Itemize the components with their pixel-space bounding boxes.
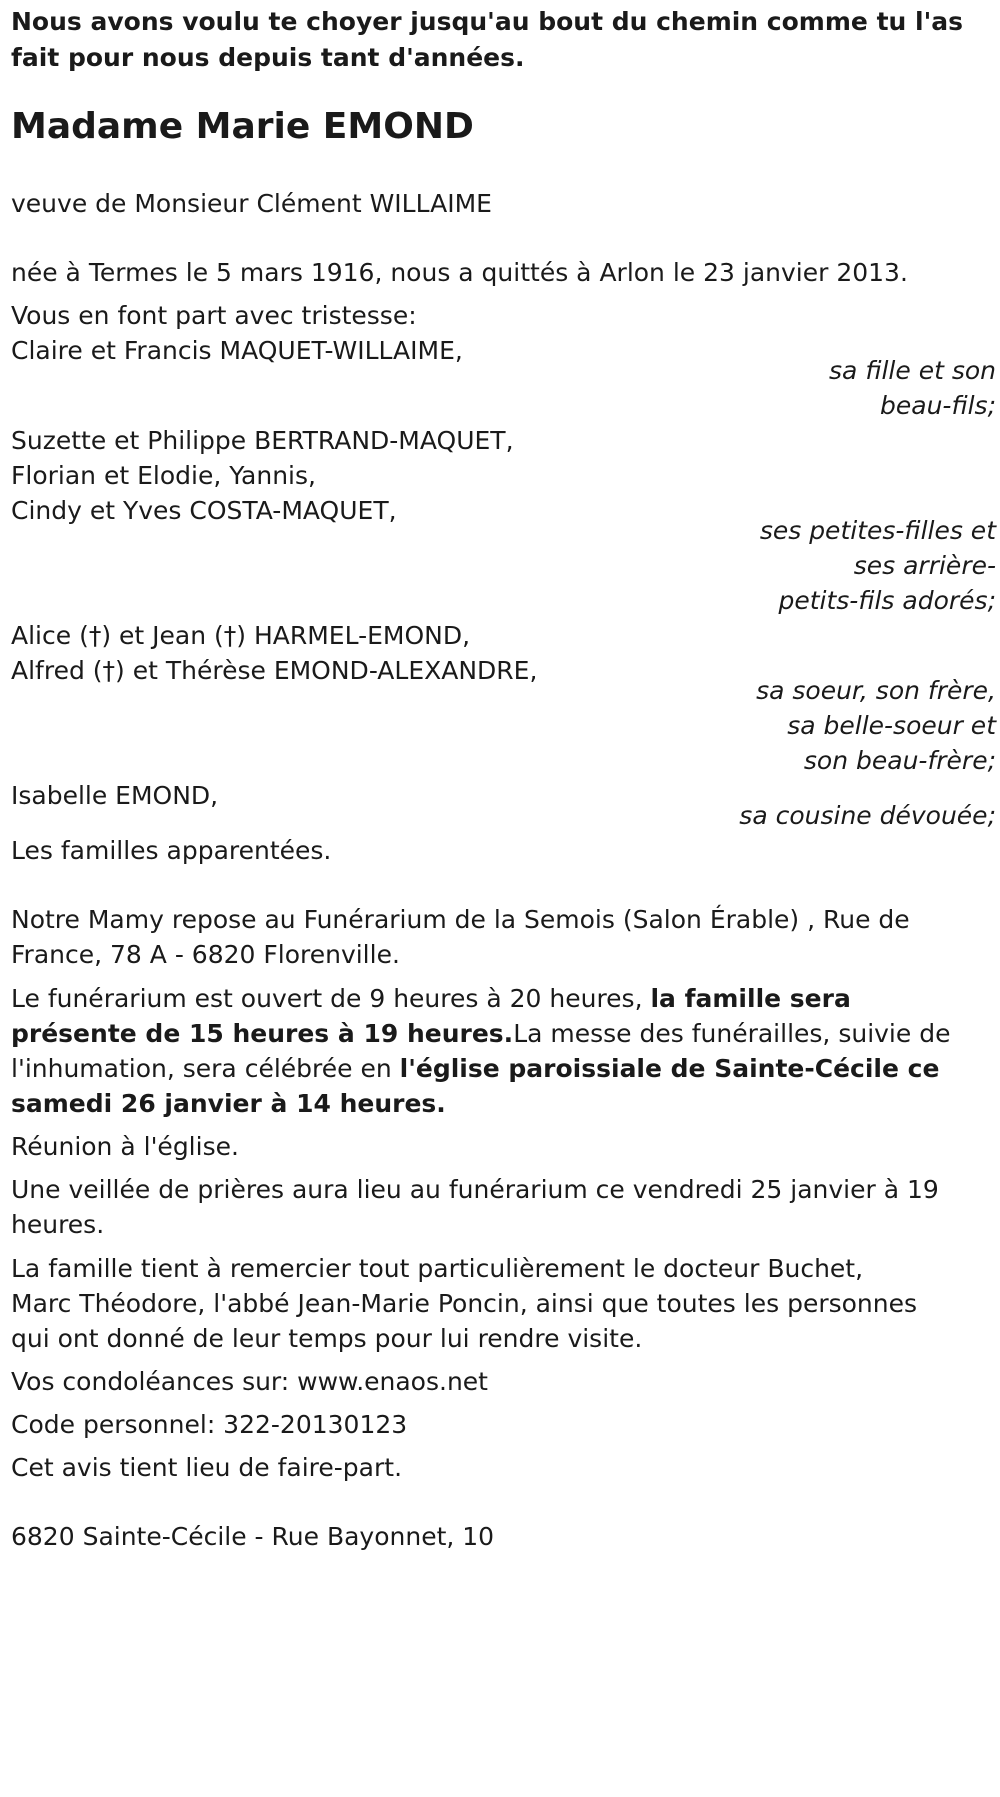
reunion-line: Réunion à l'église.: [11, 1132, 239, 1161]
sibling-line-1: Alice (†) et Jean (†) HARMEL-EMOND,: [11, 621, 471, 650]
cousin-line: Isabelle EMOND,: [11, 781, 219, 810]
widow-line: veuve de Monsieur Clément WILLAIME: [11, 189, 492, 218]
grandchildren-relation-2: ses arrière-: [853, 551, 996, 580]
daughter-relation-2: beau-fils;: [880, 391, 996, 420]
siblings-relation-2: sa belle-soeur et: [787, 711, 996, 740]
sibling-line-2: Alfred (†) et Thérèse EMOND-ALEXANDRE,: [11, 656, 538, 685]
hours-bold: la famille sera: [650, 984, 851, 1013]
daughter-relation-1: sa fille et son: [829, 356, 996, 385]
intro-line-2: fait pour nous depuis tant d'années.: [11, 43, 525, 72]
hours-line-4: samedi 26 janvier à 14 heures.: [11, 1089, 446, 1118]
hours-text: l'inhumation, sera célébrée en: [11, 1054, 400, 1083]
siblings-relation-3: son beau-frère;: [803, 746, 996, 775]
hours-bold: présente de 15 heures à 19 heures.: [11, 1019, 514, 1048]
announce-line: Vous en font part avec tristesse:: [11, 301, 417, 330]
intro-line-1: Nous avons voulu te choyer jusqu'au bout du chemin comme tu l'as: [11, 7, 963, 36]
deceased-name: Madame Marie EMOND: [11, 106, 474, 147]
rest-line-2: France, 78 A - 6820 Florenville.: [11, 940, 400, 969]
condolences-line: Vos condoléances sur: www.enaos.net: [11, 1367, 488, 1396]
thanks-line-1: La famille tient à remercier tout particulièrement le docteur Buchet,: [11, 1254, 864, 1283]
vigil-line-2: heures.: [11, 1210, 105, 1239]
address-line: 6820 Sainte-Cécile - Rue Bayonnet, 10: [11, 1522, 495, 1551]
siblings-relation-1: sa soeur, son frère,: [756, 676, 996, 705]
grandchild-line-3: Cindy et Yves COSTA-MAQUET,: [11, 496, 397, 525]
hours-text: La messe des funérailles, suivie de: [513, 1019, 951, 1048]
relatives-line: Les familles apparentées.: [11, 836, 332, 865]
thanks-line-2: Marc Théodore, l'abbé Jean-Marie Poncin, ainsi que toutes les personnes: [11, 1289, 918, 1318]
grandchild-line-2: Florian et Elodie, Yannis,: [11, 461, 316, 490]
hours-text: Le funérarium est ouvert de 9 heures à 20 heures,: [11, 984, 651, 1013]
rest-line-1: Notre Mamy repose au Funérarium de la Semois (Salon Érable) , Rue de: [11, 905, 910, 934]
vigil-line-1: Une veillée de prières aura lieu au funérarium ce vendredi 25 janvier à 19: [11, 1175, 939, 1204]
family-daughter: Claire et Francis MAQUET-WILLAIME,: [11, 336, 463, 365]
grandchildren-relation-3: petits-fils adorés;: [778, 586, 996, 615]
cousin-relation: sa cousine dévouée;: [739, 801, 996, 830]
notice-line: Cet avis tient lieu de faire-part.: [11, 1453, 403, 1482]
grandchildren-relation-1: ses petites-filles et: [759, 516, 996, 545]
thanks-line-3: qui ont donné de leur temps pour lui rendre visite.: [11, 1324, 643, 1353]
hours-line-3: [11, 1049, 939, 1089]
hours-line-1: [11, 979, 851, 1019]
birth-death-line: née à Termes le 5 mars 1916, nous a quittés à Arlon le 23 janvier 2013.: [11, 258, 908, 287]
personal-code-line: Code personnel: 322-20130123: [11, 1410, 408, 1439]
grandchild-line-1: Suzette et Philippe BERTRAND-MAQUET,: [11, 426, 514, 455]
hours-bold: l'église paroissiale de Sainte-Cécile ce: [399, 1054, 940, 1083]
hours-line-2: [11, 1014, 950, 1054]
